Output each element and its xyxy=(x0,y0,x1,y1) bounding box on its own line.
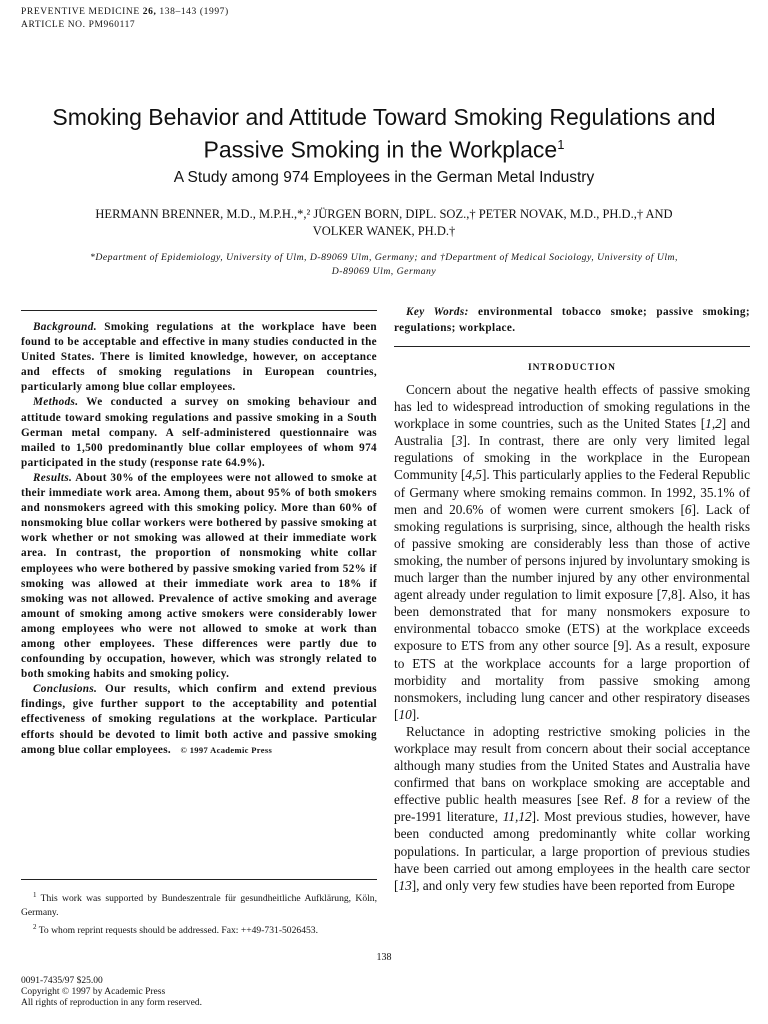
affiliation: *Department of Epidemiology, University of Ulm, D-89069 Ulm, Germany; and †Department of Medical Sociology, University of Ulm, D-89069 Ulm, Germany xyxy=(90,252,678,277)
copyright-block: 0091-7435/97 $25.00 Copyright © 1997 by Academic Press All rights of reproduction in any form reserved. xyxy=(21,976,202,1008)
abstract-conclusions: Conclusions. Our results, which confirm and extend previous findings, give further support to the acceptability and potential effectiveness of smoking regulations at the workplace. Particular efforts should be devoted to limit both active and passive smoking among blue collar employees. © 1997 Academic Press xyxy=(21,683,377,756)
title-line-2: Passive Smoking in the Workplace$^1$ xyxy=(203,136,565,163)
authors-line-1: HERMANN BRENNER, M.D., M.P.H.,*,² JÜRGEN BORN, DIPL. SOZ.,† PETER NOVAK, M.D., PH.D.,† AND xyxy=(95,207,673,221)
intro-paragraph-2: Reluctance in adopting restrictive smoking policies in the workplace may result from concern about their social acceptance although many studies from the United States and Australia have confirmed that bans on workplace smoking are acceptable and effective public health measures [see Ref. 8 for a review of the pre-1991 literature, 11,12]. Most previous studies, however, have been conducted among predominantly white collar working populations. In particular, a large proportion of previous studies have been carried out among employees in the health care sector [13], and only very few studies have been reported from Europe xyxy=(394,723,750,893)
paper-subtitle: A Study among 974 Employees in the German Metal Industry xyxy=(173,169,595,186)
article-number: ARTICLE NO. PM960117 xyxy=(21,20,136,30)
footnote-1: $^1$ This work was supported by Bundeszentrale für gesundheitliche Aufklärung, Köln, Germany. xyxy=(21,891,377,919)
title-footnote-mark: 1 xyxy=(557,137,565,152)
title-line-1: Smoking Behavior and Attitude Toward Smoking Regulations and xyxy=(52,104,716,130)
key-words-label: Key Words: xyxy=(406,306,469,318)
author-list xyxy=(40,206,728,240)
intro-paragraph-1: Concern about the negative health effects of passive smoking has led to widespread introduction of smoking regulations in the workplace in some countries, such as the United States [1,2] and Australia [3]. In contrast, there are only very limited legal regulations of smoking in the workplace in the European Community [4,5]. This particularly applies to the Federal Republic of Germany where smoking remains common. In 1992, 35.1% of men and 20.6% of women were current smokers [6]. Lack of smoking regulations is surprising, since, although the health risks of passive smoking are considerably less than those of active smoking, the number of persons injured by involuntary smoking is much larger than the number injured by any other environmental agent already under regulation to limit exposure [7,8]. Also, it has been demonstrated that for many nonsmokers exposure to environmental tobacco smoke (ETS) at the workplace exceeds exposure to ETS from any other source [9]. As a result, exposure to ETS at the workplace accounts for a large proportion of morbidity and mortality from passive smoking among nonsmokers, including lung cancer and other respiratory diseases [10]. xyxy=(394,382,751,722)
abstract-results: Results. About 30% of the employees were not allowed to smoke at their immediate work area. Among them, about 95% of both smokers and nonsmokers agreed with this smoking policy. More than 60% of nonsmoking blue collar workers were bothered by passive smoking at work whether or not smoking was allowed at their immediate work area. In contrast, the proportion of nonsmoking white collar employees who were bothered by passive smoking varied from 52% if smoking was allowed at their immediate work area to 18% if smoking was not allowed. Prevalence of active smoking and average amount of smoking among active smokers were considerably lower among employees who were not allowed to smoke at work than among other employees. These differences were partly due to confounding by occupation, however, which was strongly related to both smoking habits and smoking policy. xyxy=(21,471,377,681)
authors-line-2: VOLKER WANEK, PH.D.† xyxy=(312,224,456,238)
journal-header xyxy=(21,6,229,32)
abstract-bottom-rule xyxy=(21,879,377,880)
volume: 26, xyxy=(142,7,157,17)
journal-citation: PREVENTIVE MEDICINE 26, 138–143 (1997) xyxy=(21,7,229,17)
abstract-top-rule xyxy=(21,310,377,311)
abstract xyxy=(21,320,377,758)
paper-title xyxy=(0,104,768,164)
page-number: 138 xyxy=(376,952,392,963)
introduction-body xyxy=(394,381,750,894)
publisher-note: © 1997 Academic Press xyxy=(180,744,273,755)
footnotes xyxy=(21,888,377,938)
footnote-2: $^2$ To whom reprint requests should be addressed. Fax: ++49-731-5026453. xyxy=(33,923,318,937)
key-words: Key Words: environmental tobacco smoke; passive smoking; regulations; workplace. xyxy=(394,306,750,334)
abstract-background: Background. Smoking regulations at the workplace have been found to be acceptable and effective in many studies conducted in the United States. There is limited knowledge, however, on acceptance and effects of smoking regulations in European countries, particularly among blue collar employees. xyxy=(21,321,377,394)
section-heading-introduction: INTRODUCTION xyxy=(527,363,616,373)
keywords-rule xyxy=(394,346,750,347)
abstract-methods: Methods. We conducted a survey on smoking behaviour and attitude toward smoking regulations and passive smoking in a South German metal company. A self-administered questionnaire was mailed to 1,500 predominantly blue collar employees of whom 974 participated in the study (response rate 64.9%). xyxy=(21,396,377,469)
